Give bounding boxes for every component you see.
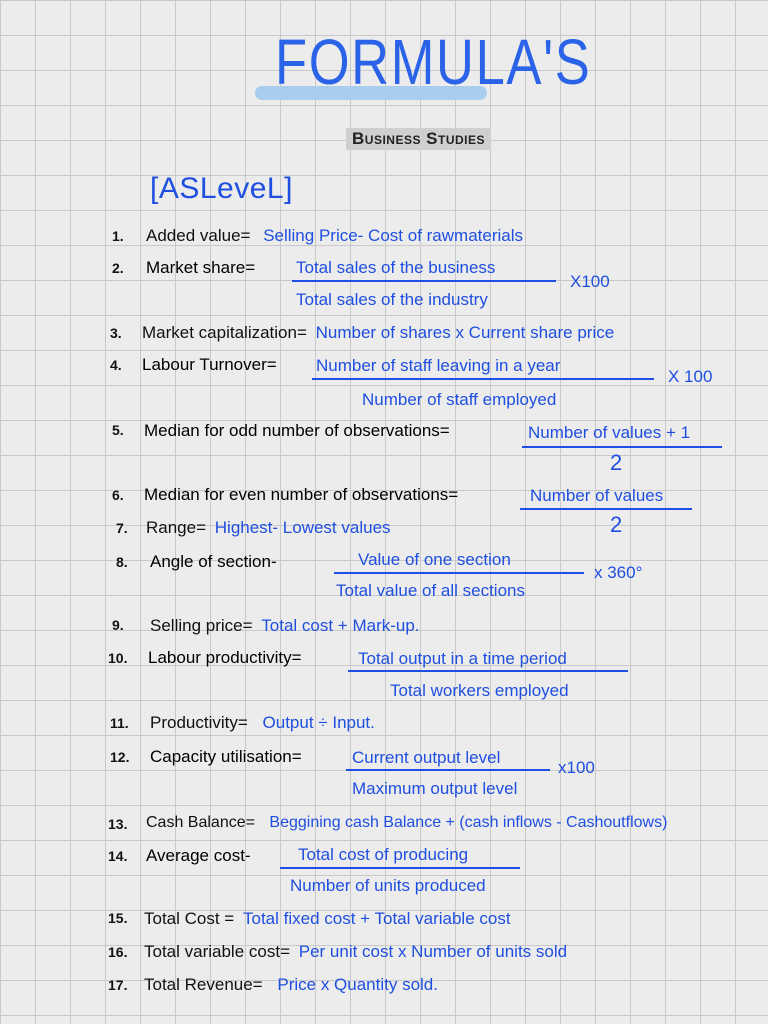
formula-expression: Total cost + Mark-up. — [261, 616, 420, 635]
title-text: FORMULA'S — [275, 26, 592, 98]
formula-multiplier: X100 — [570, 272, 610, 291]
formula-expression: Beggining cash Balance + (cash inflows - Cashoutflows) — [269, 814, 668, 831]
formula-label: Added value= — [146, 226, 251, 245]
fraction-bar — [312, 378, 654, 380]
formula-label: Angle of section- — [150, 552, 277, 571]
fraction-bar — [280, 867, 520, 869]
formula-label: Total variable cost= — [144, 942, 290, 961]
formula-row — [146, 815, 667, 831]
formula-denominator: Maximum output level — [352, 779, 518, 798]
fraction-bar — [334, 572, 584, 574]
formula-number: 13. — [108, 816, 128, 832]
formula-expression: Number of shares x Current share price — [315, 323, 615, 342]
formula-denominator: Total workers employed — [390, 681, 569, 700]
formula-numerator: Value of one section — [358, 550, 511, 569]
formula-label: Selling price= — [150, 616, 253, 635]
formula-row — [144, 943, 567, 960]
formula-numerator: Current output level — [352, 748, 501, 767]
formula-denominator: Total value of all sections — [336, 581, 525, 600]
formula-number: 17. — [108, 977, 128, 993]
fraction-bar — [522, 446, 722, 448]
formula-numerator: Total output in a time period — [358, 649, 567, 668]
formula-number: 8. — [116, 554, 128, 570]
formula-label: Market capitalization= — [142, 323, 307, 342]
formula-row — [144, 976, 438, 993]
fraction-bar — [348, 670, 628, 672]
formula-label: Cash Balance= — [146, 814, 255, 831]
formula-multiplier: x 360° — [594, 563, 643, 582]
formula-denominator: Total sales of the industry — [296, 290, 488, 309]
formula-label: Average cost- — [146, 846, 251, 865]
fraction-bar — [292, 280, 556, 282]
formula-denominator: Number of staff employed — [362, 390, 557, 409]
fraction-bar — [346, 769, 550, 771]
formula-numerator: Number of values + 1 — [528, 423, 691, 442]
formula-row — [142, 324, 614, 341]
formula-row — [150, 617, 420, 634]
formula-denominator: 2 — [610, 512, 623, 537]
formula-number: 7. — [116, 520, 128, 536]
formula-expression: Total fixed cost + Total variable cost — [242, 909, 511, 928]
formula-number: 4. — [110, 357, 122, 373]
formula-row — [146, 519, 391, 536]
formula-numerator: Total cost of producing — [298, 845, 469, 864]
formula-denominator: 2 — [610, 450, 623, 475]
formula-label: Labour productivity= — [148, 648, 302, 667]
formula-expression: Highest- Lowest values — [214, 518, 391, 537]
formula-expression: Selling Price- Cost of rawmaterials — [263, 226, 523, 245]
formula-numerator: Total sales of the business — [296, 258, 496, 277]
formula-label: Market share= — [146, 258, 256, 277]
formula-label: Median for odd number of observations= — [144, 421, 450, 440]
formula-number: 2. — [112, 260, 124, 276]
formula-row — [150, 714, 375, 731]
formula-expression: Output ÷ Input. — [262, 713, 375, 732]
formula-row — [146, 227, 523, 244]
section-heading: [ASLeveL] — [150, 172, 293, 205]
formula-label: Labour Turnover= — [142, 355, 277, 374]
formula-numerator: Number of staff leaving in a year — [316, 356, 561, 375]
formula-number: 10. — [108, 650, 128, 666]
formula-multiplier: x100 — [558, 758, 595, 777]
formula-number: 3. — [110, 325, 122, 341]
formula-expression: Price x Quantity sold. — [277, 975, 438, 994]
formula-label: Range= — [146, 518, 207, 537]
formula-number: 6. — [112, 487, 124, 503]
formula-denominator: Number of units produced — [290, 876, 486, 895]
formula-number: 16. — [108, 944, 128, 960]
formula-expression: Per unit cost x Number of units sold — [298, 942, 568, 961]
page-title — [255, 20, 592, 120]
formula-label: Median for even number of observations= — [144, 485, 459, 504]
fraction-bar — [520, 508, 692, 510]
formula-label: Total Cost = — [144, 909, 235, 928]
formula-row — [144, 910, 511, 927]
formula-number: 9. — [112, 617, 124, 633]
formula-numerator: Number of values — [530, 486, 664, 505]
formula-number: 12. — [110, 749, 130, 765]
formula-label: Productivity= — [150, 713, 248, 732]
formula-number: 15. — [108, 910, 128, 926]
formula-number: 5. — [112, 422, 124, 438]
formula-label: Capacity utilisation= — [150, 747, 302, 766]
formula-number: 1. — [112, 228, 124, 244]
formula-multiplier: X 100 — [668, 367, 713, 386]
formula-number: 11. — [110, 715, 129, 731]
formula-label: Total Revenue= — [144, 975, 263, 994]
formula-number: 14. — [108, 848, 128, 864]
subtitle: Business Studies — [346, 128, 491, 150]
